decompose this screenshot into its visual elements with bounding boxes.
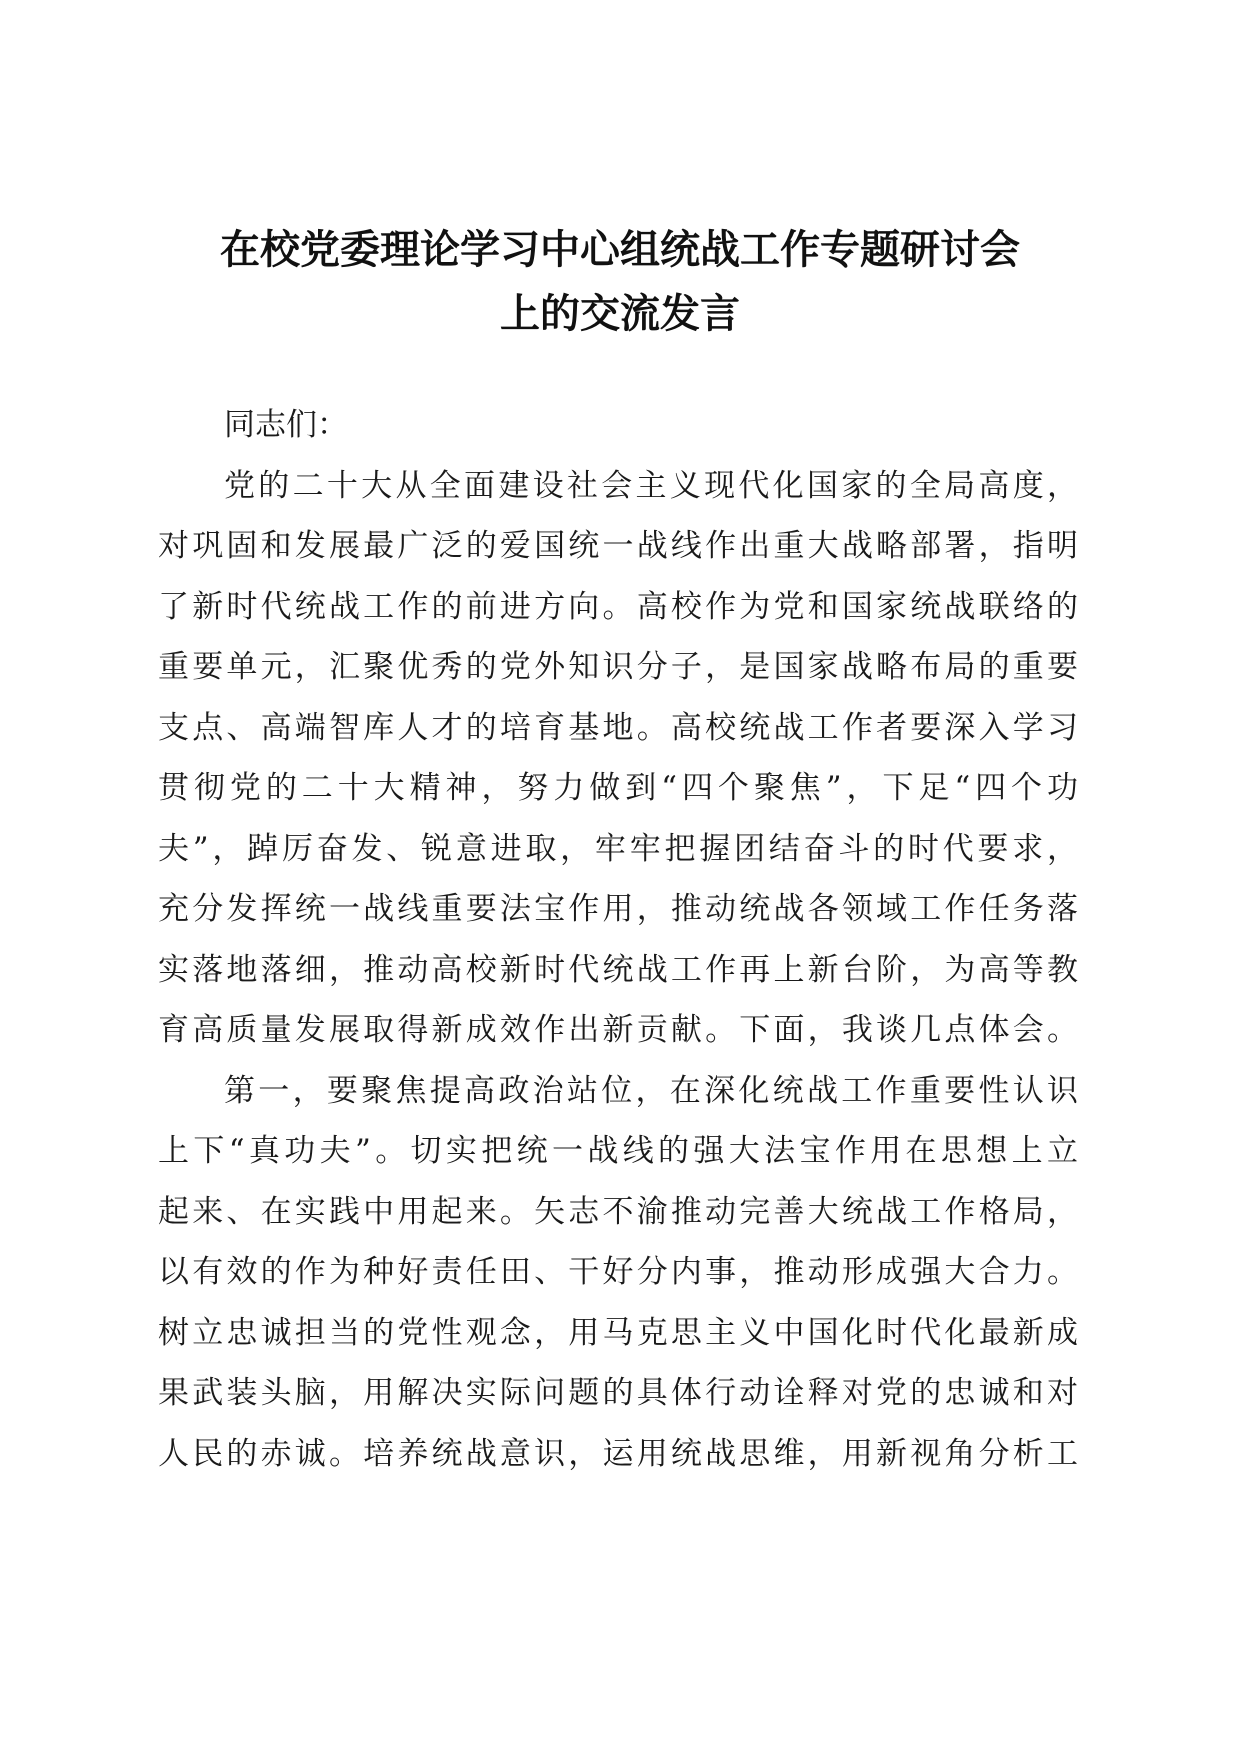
text-line: 起来、在实践中用起来。矢志不渝推动完善大统战工作格局， (158, 1193, 1078, 1230)
text-line: 第一，要聚焦提高政治站位，在深化统战工作重要性认识 (224, 1072, 1078, 1109)
text-line: 果武装头脑，用解决实际问题的具体行动诠释对党的忠诚和对 (158, 1375, 1078, 1411)
paragraph-1 (158, 456, 1078, 1061)
document-body (158, 395, 1078, 1484)
text-line: 夫”，踔厉奋发、锐意进取，牢牢把握团结奋斗的时代要求， (158, 830, 1078, 867)
text-line: 了新时代统战工作的前进方向。高校作为党和国家统战联络的 (158, 588, 1078, 625)
text-line: 以有效的作为种好责任田、干好分内事，推动形成强大合力。 (158, 1254, 1078, 1290)
text-line: 上下“真功夫”。切实把统一战线的强大法宝作用在思想上立 (158, 1133, 1078, 1169)
text-line: 实落地落细，推动高校新时代统战工作再上新台阶，为高等教 (158, 951, 1078, 988)
text-line: 党的二十大从全面建设社会主义现代化国家的全局高度， (224, 467, 1078, 504)
text-line: 充分发挥统一战线重要法宝作用，推动统战各领域工作任务落 (158, 891, 1078, 927)
text-line: 对巩固和发展最广泛的爱国统一战线作出重大战略部署，指明 (158, 528, 1078, 564)
text-line: 树立忠诚担当的党性观念，用马克思主义中国化时代化最新成 (158, 1314, 1078, 1351)
text-line: 育高质量发展取得新成效作出新贡献。下面，我谈几点体会。 (158, 1012, 1078, 1048)
salutation: 同志们： (224, 407, 348, 443)
document-title (150, 218, 1090, 346)
title-line: 上的交流发言 (500, 291, 740, 337)
text-line: 重要单元，汇聚优秀的党外知识分子，是国家战略布局的重要 (158, 649, 1078, 685)
text-line: 支点、高端智库人才的培育基地。高校统战工作者要深入学习 (158, 709, 1078, 746)
title-line: 在校党委理论学习中心组统战工作专题研讨会 (220, 227, 1020, 273)
text-line: 人民的赤诚。培养统战意识，运用统战思维，用新视角分析工 (158, 1435, 1078, 1472)
text-line: 贯彻党的二十大精神，努力做到“四个聚焦”，下足“四个功 (158, 770, 1078, 806)
paragraph-2 (158, 1061, 1078, 1485)
